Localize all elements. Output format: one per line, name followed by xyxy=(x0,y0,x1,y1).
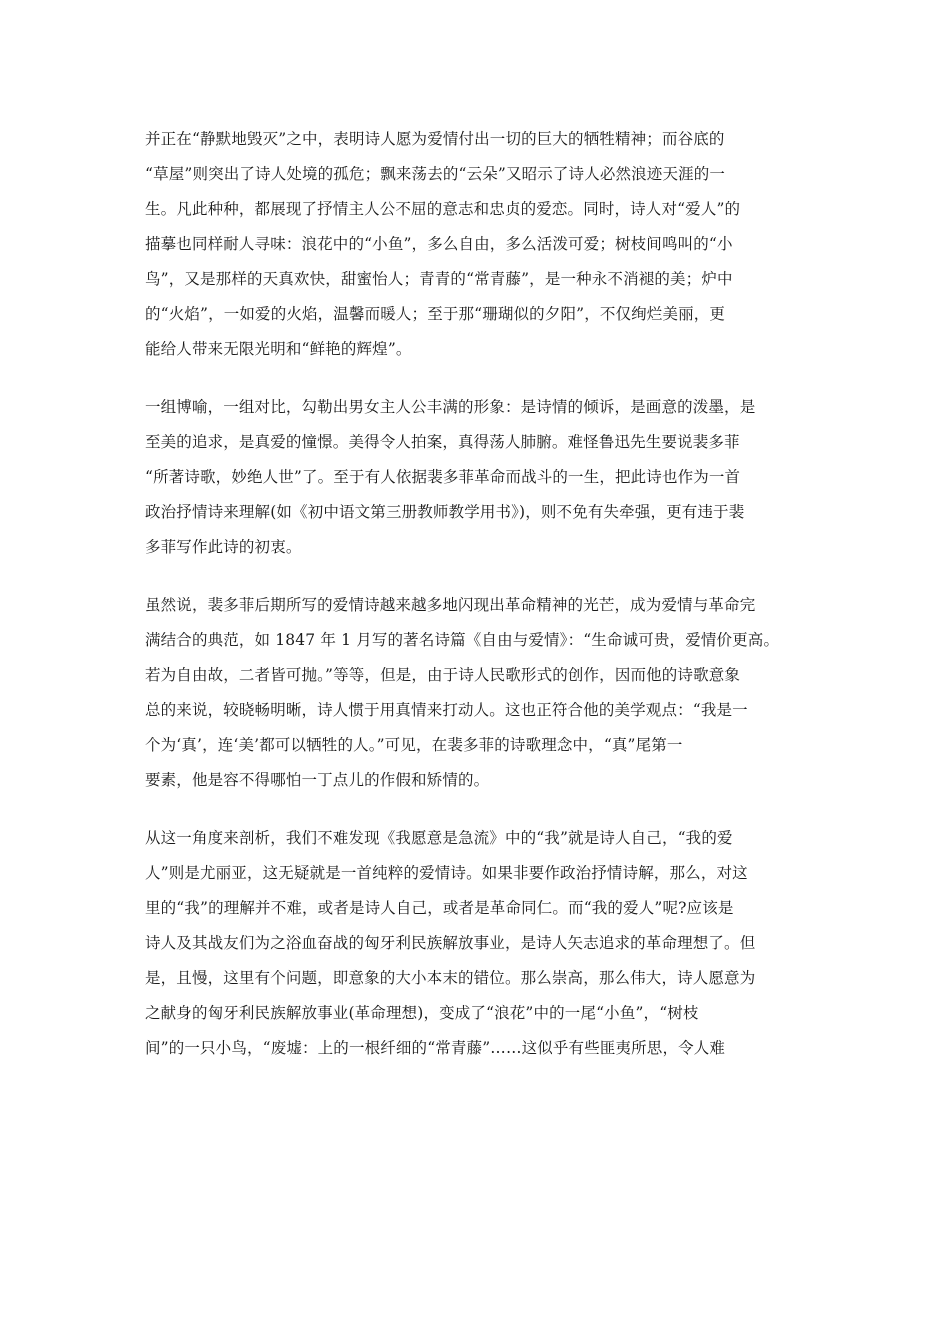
text-line: 之献身的匈牙利民族解放事业(革命理想)，变成了“浪花”中的一尾“小鱼”，“树枝 xyxy=(145,1004,699,1022)
text-line: 人”则是尤丽亚，这无疑就是一首纯粹的爱情诗。如果非要作政治抒情诗解，那么，对这 xyxy=(145,864,748,882)
text-line: 满结合的典范，如 1847 年 1 月写的著名诗篇《自由与爱情》：“生命诚可贵，爱情价更高。 xyxy=(145,631,780,649)
text-line: 生。凡此种种，都展现了抒情主人公不屈的意志和忠贞的爱恋。同时，诗人对“爱人”的 xyxy=(145,200,741,218)
text-line: 若为自由故，二者皆可抛。”等等，但是，由于诗人民歌形式的创作，因而他的诗歌意象 xyxy=(145,666,741,684)
text-line: 一组博喻，一组对比，勾勒出男女主人公丰满的形象：是诗情的倾诉，是画意的泼墨，是 xyxy=(145,398,756,416)
text-line: 是，且慢，这里有个问题，即意象的大小本末的错位。那么崇高，那么伟大，诗人愿意为 xyxy=(145,969,756,987)
text-line: 个为‘真’，连‘美’都可以牺牲的人。”可见，在裴多菲的诗歌理念中，“真”尾第一 xyxy=(145,736,683,754)
text-line: 里的“我”的理解并不难，或者是诗人自己，或者是革命同仁。而“我的爱人”呢?应该是 xyxy=(145,899,734,917)
text-line: 要素，他是容不得哪怕一丁点儿的作假和矫情的。 xyxy=(145,771,490,789)
text-line: 政治抒情诗来理解(如《初中语文第三册教师教学用书》)，则不免有失牵强，更有违于裴 xyxy=(145,503,745,521)
text-line: 虽然说，裴多菲后期所写的爱情诗越来越多地闪现出革命精神的光芒，成为爱情与革命完 xyxy=(145,596,756,614)
text-line: 并正在“静默地毁灭”之中，表明诗人愿为爱情付出一切的巨大的牺牲精神；而谷底的 xyxy=(145,130,725,148)
document-body xyxy=(145,122,807,1089)
text-line: 能给人带来无限光明和“鲜艳的辉煌”。 xyxy=(145,340,412,358)
text-line: 描摹也同样耐人寻味：浪花中的“小鱼”，多么自由，多么活泼可爱；树枝间鸣叫的“小 xyxy=(145,235,733,253)
text-line: 至美的追求，是真爱的憧憬。美得令人拍案，真得荡人肺腑。难怪鲁迅先生要说裴多菲 xyxy=(145,433,740,451)
text-line: 鸟”，又是那样的天真欢快，甜蜜怡人；青青的“常青藤”，是一种永不消褪的美；炉中 xyxy=(145,270,733,288)
text-line: “所著诗歌，妙绝人世”了。至于有人依据裴多菲革命而战斗的一生，把此诗也作为一首 xyxy=(145,468,741,486)
paragraph-2 xyxy=(145,390,807,565)
text-line: “草屋”则突出了诗人处境的孤危；飘来荡去的“云朵”又昭示了诗人必然浪迹天涯的一 xyxy=(145,165,726,183)
paragraph-1 xyxy=(145,122,807,367)
text-line: 的“火焰”，一如爱的火焰，温馨而暖人；至于那“珊瑚似的夕阳”，不仅绚烂美丽，更 xyxy=(145,305,726,323)
text-line: 诗人及其战友们为之浴血奋战的匈牙利民族解放事业，是诗人矢志追求的革命理想了。但 xyxy=(145,934,756,952)
paragraph-3 xyxy=(145,588,807,798)
text-line: 从这一角度来剖析，我们不难发现《我愿意是急流》中的“我”就是诗人自己，“我的爱 xyxy=(145,829,733,847)
paragraph-4 xyxy=(145,821,807,1066)
text-line: 间”的一只小鸟，“废墟：上的一根纤细的“常青藤”……这似乎有些匪夷所思，令人难 xyxy=(145,1039,726,1057)
text-line: 多菲写作此诗的初衷。 xyxy=(145,538,302,556)
text-line: 总的来说，较晓畅明晰，诗人惯于用真情来打动人。这也正符合他的美学观点：“我是一 xyxy=(145,701,748,719)
